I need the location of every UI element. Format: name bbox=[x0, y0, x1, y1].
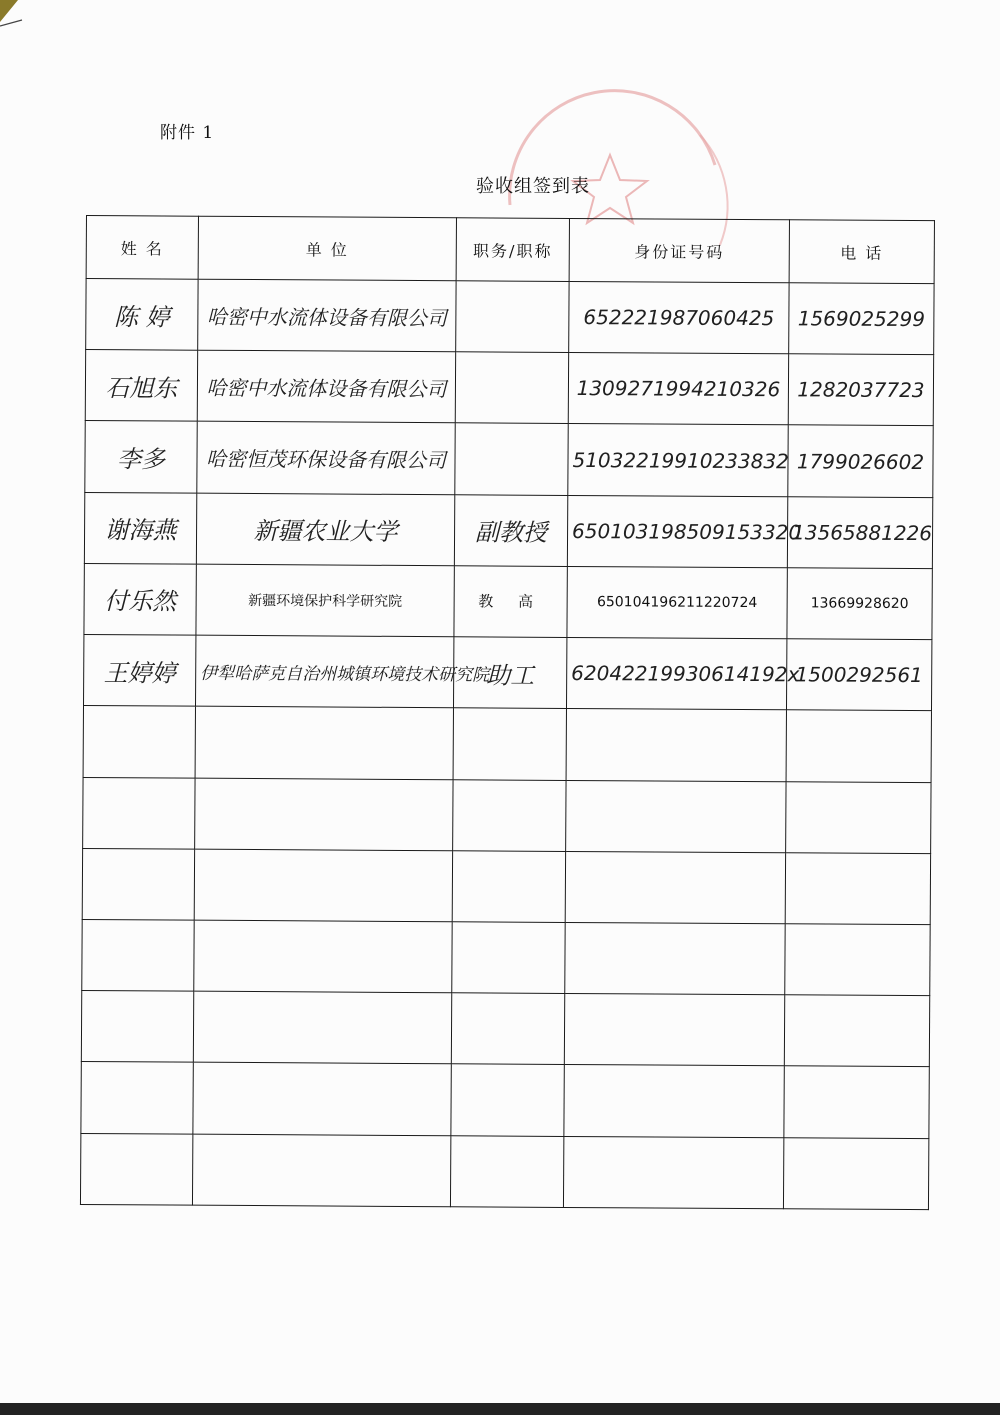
empty-cell bbox=[786, 781, 931, 853]
empty-cell bbox=[450, 1135, 563, 1207]
empty-cell bbox=[785, 924, 930, 996]
empty-table-row bbox=[80, 1133, 928, 1210]
empty-cell bbox=[451, 993, 564, 1065]
empty-cell bbox=[784, 995, 929, 1067]
empty-cell bbox=[82, 919, 194, 991]
empty-cell bbox=[451, 1064, 564, 1136]
cell-unit: 哈密恒茂环保设备有限公司 bbox=[197, 422, 455, 495]
empty-cell bbox=[194, 849, 452, 922]
empty-cell bbox=[452, 851, 565, 923]
cell-position bbox=[456, 281, 569, 353]
cell-name: 王婷婷 bbox=[84, 635, 196, 707]
cell-unit: 新疆农业大学 bbox=[196, 493, 454, 566]
empty-cell bbox=[566, 709, 786, 782]
cell-unit: 哈密中水流体设备有限公司 bbox=[198, 279, 456, 352]
cell-phone: 1569025299 bbox=[789, 283, 934, 355]
empty-cell bbox=[783, 1137, 928, 1209]
empty-cell bbox=[80, 1133, 192, 1205]
cell-id-number: 650104196211220724 bbox=[567, 566, 787, 639]
cell-name: 石旭东 bbox=[85, 350, 197, 422]
table-header-row bbox=[86, 216, 934, 284]
header-id-number: 身份证号码 bbox=[569, 218, 789, 282]
empty-cell bbox=[452, 922, 565, 994]
empty-cell bbox=[453, 779, 566, 851]
empty-table-row bbox=[83, 706, 931, 782]
empty-cell bbox=[564, 994, 784, 1067]
scan-bottom-edge bbox=[0, 1403, 1000, 1415]
empty-cell bbox=[81, 1062, 193, 1134]
cell-name: 谢海燕 bbox=[84, 492, 196, 564]
empty-cell bbox=[563, 1136, 783, 1209]
table-body bbox=[80, 279, 934, 1210]
cell-position: 教 高 bbox=[454, 566, 567, 638]
cell-unit: 新疆环境保护科学研究院 bbox=[196, 564, 454, 637]
empty-cell bbox=[785, 853, 930, 925]
empty-cell bbox=[566, 780, 786, 853]
empty-cell bbox=[195, 778, 453, 851]
cell-phone: 1799026602 bbox=[788, 425, 933, 497]
table-row bbox=[84, 635, 932, 711]
empty-cell bbox=[784, 1066, 929, 1138]
header-phone: 电 话 bbox=[789, 220, 934, 284]
empty-table-row bbox=[82, 919, 930, 995]
sign-in-table bbox=[80, 215, 935, 1210]
empty-cell bbox=[453, 708, 566, 780]
cell-phone: 1500292561 bbox=[786, 639, 931, 711]
cell-position: 副教授 bbox=[454, 494, 567, 566]
cell-name: 李多 bbox=[85, 421, 197, 493]
empty-table-row bbox=[81, 1062, 929, 1138]
cell-position bbox=[455, 423, 568, 495]
cell-unit: 哈密中水流体设备有限公司 bbox=[197, 350, 455, 423]
empty-cell bbox=[565, 851, 785, 924]
empty-cell bbox=[193, 991, 451, 1064]
empty-cell bbox=[81, 991, 193, 1063]
empty-cell bbox=[195, 706, 453, 779]
cell-position bbox=[455, 352, 568, 424]
cell-unit: 伊犁哈萨克自治州城镇环境技术研究院 bbox=[195, 635, 453, 708]
cell-position: 助工 bbox=[453, 637, 566, 709]
empty-cell bbox=[82, 848, 194, 920]
cell-phone: 1282037723 bbox=[788, 354, 933, 426]
cell-id-number: 652221987060425 bbox=[569, 281, 789, 354]
empty-cell bbox=[192, 1134, 450, 1207]
cell-id-number: 62042219930614192x bbox=[566, 638, 786, 711]
cell-id-number: 650103198509153320 bbox=[567, 495, 787, 568]
cell-id-number: 1309271994210326 bbox=[568, 353, 788, 426]
table-row bbox=[86, 279, 934, 355]
empty-cell bbox=[83, 706, 195, 778]
empty-cell bbox=[194, 920, 452, 993]
cell-id-number: 51032219910233832 bbox=[568, 424, 788, 497]
table-row bbox=[85, 421, 933, 497]
cell-name: 付乐然 bbox=[84, 563, 196, 635]
empty-cell bbox=[786, 710, 931, 782]
empty-cell bbox=[564, 1065, 784, 1138]
empty-table-row bbox=[83, 777, 931, 853]
empty-cell bbox=[83, 777, 195, 849]
table-row bbox=[84, 492, 932, 568]
cell-phone: 13669928620 bbox=[787, 568, 932, 640]
document-title: 验收组签到表 bbox=[476, 176, 590, 197]
header-name: 姓 名 bbox=[86, 216, 198, 280]
table-row bbox=[84, 563, 932, 639]
cell-name: 陈 婷 bbox=[86, 279, 198, 351]
empty-table-row bbox=[81, 991, 929, 1067]
table-row bbox=[85, 350, 933, 426]
empty-cell bbox=[193, 1063, 451, 1136]
attachment-label: 附件 1 bbox=[160, 123, 215, 143]
corner-fold-mark bbox=[0, 0, 28, 28]
header-unit: 单 位 bbox=[198, 216, 456, 281]
empty-cell bbox=[565, 922, 785, 995]
cell-phone: 13565881226 bbox=[787, 496, 932, 568]
header-position: 职务/职称 bbox=[456, 218, 569, 282]
empty-table-row bbox=[82, 848, 930, 924]
